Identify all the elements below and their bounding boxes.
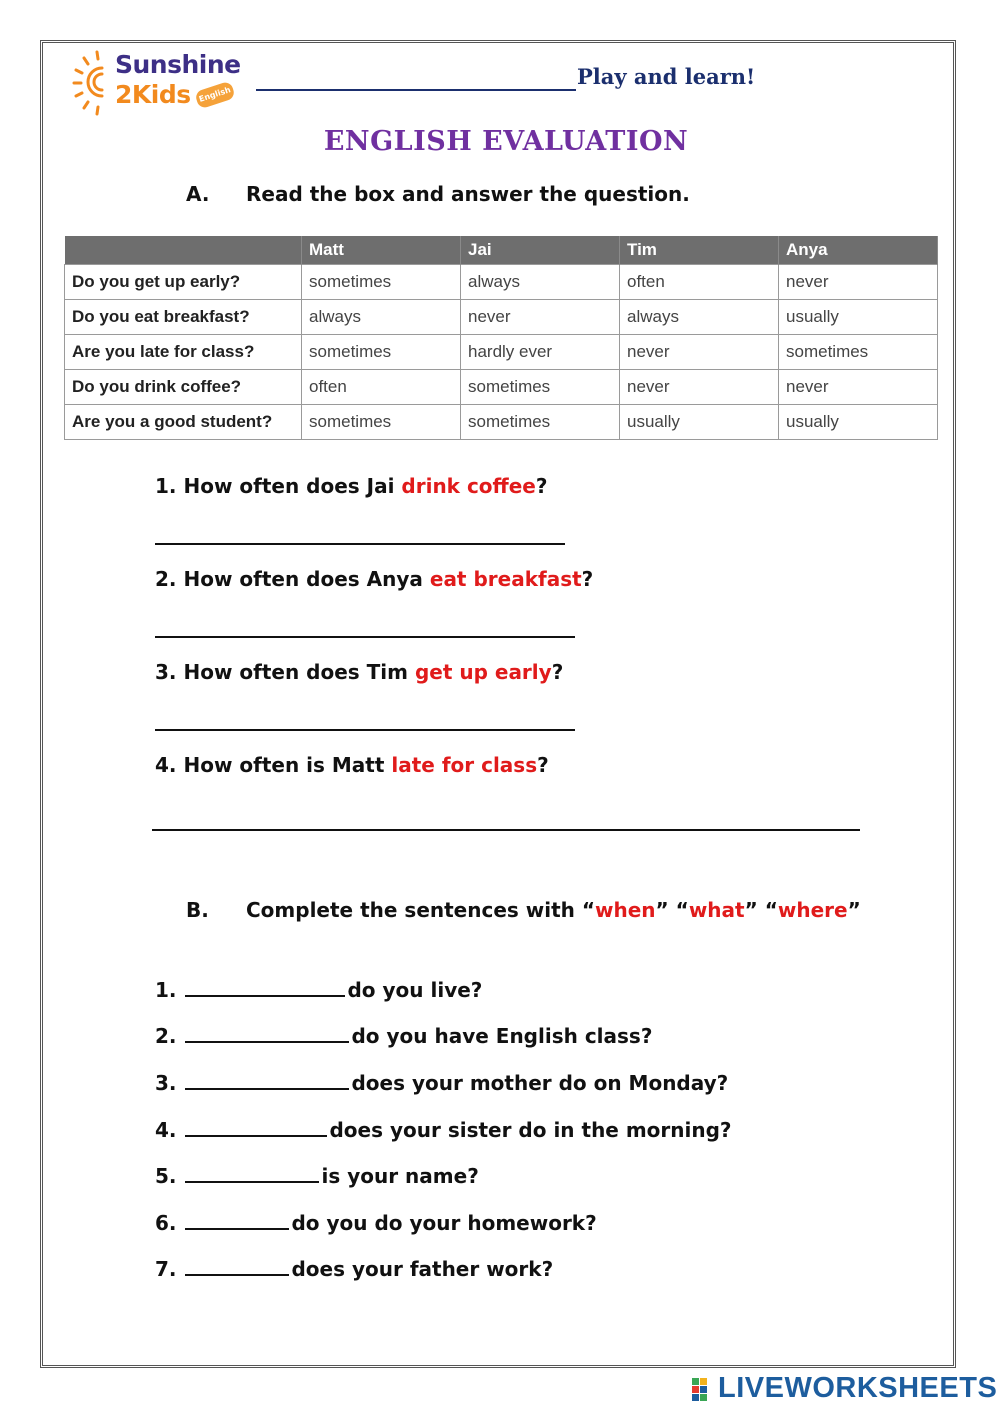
section-a-heading	[186, 182, 690, 206]
table-cell: Are you late for class?	[65, 335, 302, 370]
sentence-5	[155, 1163, 479, 1188]
table-row	[65, 265, 938, 300]
question-text: 3. How often does Tim	[155, 660, 415, 684]
sentence-1	[155, 977, 482, 1002]
table-header	[65, 236, 302, 265]
table-cell: never	[620, 335, 779, 370]
logo-text-2kids: 2Kids	[115, 80, 191, 109]
sentence-number: 2.	[155, 1024, 177, 1048]
section-b-heading	[186, 898, 861, 922]
question-1	[155, 474, 547, 498]
sentence-3	[155, 1070, 728, 1095]
question-2	[155, 567, 593, 591]
table-cell: Do you get up early?	[65, 265, 302, 300]
liveworksheets-logo-icon	[692, 1378, 716, 1402]
table-cell: sometimes	[302, 265, 461, 300]
section-a-text: Read the box and answer the question.	[246, 182, 690, 206]
table-cell: always	[620, 300, 779, 335]
sentence-number: 7.	[155, 1257, 177, 1281]
answer-line-3[interactable]	[155, 729, 575, 731]
answer-line-1[interactable]	[155, 543, 565, 545]
table-cell: sometimes	[461, 370, 620, 405]
logo-text-sunshine: Sunshine	[115, 50, 241, 79]
liveworksheets-brand[interactable]: LIVEWORKSHEETS	[718, 1372, 998, 1404]
table-cell: never	[779, 370, 938, 405]
table-cell: sometimes	[461, 405, 620, 440]
question-text: 4. How often is Matt	[155, 753, 392, 777]
name-line[interactable]	[256, 89, 576, 91]
table-cell: sometimes	[779, 335, 938, 370]
sentence-number: 6.	[155, 1211, 177, 1235]
frequency-table	[64, 236, 938, 440]
question-mark: ?	[537, 753, 549, 777]
table-cell: sometimes	[302, 335, 461, 370]
sentence-2	[155, 1023, 652, 1048]
table-cell: never	[461, 300, 620, 335]
sentence-text: is your name?	[321, 1164, 479, 1188]
table-cell: often	[620, 265, 779, 300]
sentence-number: 5.	[155, 1164, 177, 1188]
sentence-7	[155, 1256, 553, 1281]
blank-input[interactable]	[185, 1163, 319, 1183]
question-mark: ?	[551, 660, 564, 684]
table-cell: sometimes	[302, 405, 461, 440]
sentence-4	[155, 1117, 732, 1142]
table-row	[65, 370, 938, 405]
question-text: 1. How often does Jai	[155, 474, 402, 498]
blank-input[interactable]	[185, 1117, 327, 1137]
sentence-text: do you do your homework?	[291, 1211, 597, 1235]
sentence-text: do you live?	[347, 978, 483, 1002]
sentence-text: does your sister do in the morning?	[329, 1118, 732, 1142]
sentence-number: 4.	[155, 1118, 177, 1142]
table-cell: never	[620, 370, 779, 405]
word-where: where	[777, 898, 848, 922]
table-cell: usually	[779, 405, 938, 440]
answer-line-4[interactable]	[152, 829, 860, 831]
table-cell: Do you eat breakfast?	[65, 300, 302, 335]
question-4	[155, 753, 549, 777]
question-highlight: eat breakfast	[429, 567, 582, 591]
table-cell: usually	[620, 405, 779, 440]
sentence-number: 1.	[155, 978, 177, 1002]
blank-input[interactable]	[185, 1023, 349, 1043]
sentence-6	[155, 1210, 597, 1235]
word-what: what	[688, 898, 745, 922]
question-mark: ?	[581, 567, 594, 591]
sentence-text: does your mother do on Monday?	[351, 1071, 729, 1095]
logo-badge: English	[194, 81, 236, 110]
question-text: 2. How often does Anya	[155, 567, 430, 591]
table-header: Tim	[620, 236, 779, 265]
table-header: Anya	[779, 236, 938, 265]
question-highlight: late for class	[391, 753, 538, 777]
sentence-number: 3.	[155, 1071, 177, 1095]
table-cell: Do you drink coffee?	[65, 370, 302, 405]
table-header: Jai	[461, 236, 620, 265]
sentence-text: does your father work?	[291, 1257, 554, 1281]
section-b-letter: B.	[186, 898, 209, 922]
blank-input[interactable]	[185, 977, 345, 997]
blank-input[interactable]	[185, 1210, 289, 1230]
table-header-row	[65, 236, 938, 265]
table-cell: Are you a good student?	[65, 405, 302, 440]
table-cell: always	[461, 265, 620, 300]
blank-input[interactable]	[185, 1070, 349, 1090]
quote-close: ”	[847, 898, 861, 922]
table-header: Matt	[302, 236, 461, 265]
quote-sep: ” “	[744, 898, 778, 922]
section-a-letter: A.	[186, 182, 210, 206]
table-row	[65, 405, 938, 440]
question-mark: ?	[535, 474, 548, 498]
quote-sep: ” “	[655, 898, 689, 922]
answer-line-2[interactable]	[155, 636, 575, 638]
table-cell: never	[779, 265, 938, 300]
table-cell: always	[302, 300, 461, 335]
table-cell: usually	[779, 300, 938, 335]
table-cell: hardly ever	[461, 335, 620, 370]
page-title: ENGLISH EVALUATION	[323, 126, 689, 157]
tagline: Play and learn!	[577, 64, 756, 89]
table-row	[65, 335, 938, 370]
question-highlight: get up early	[414, 660, 552, 684]
table-row	[65, 300, 938, 335]
blank-input[interactable]	[185, 1256, 289, 1276]
table-cell: often	[302, 370, 461, 405]
sentence-text: do you have English class?	[351, 1024, 653, 1048]
question-3	[155, 660, 563, 684]
word-when: when	[595, 898, 656, 922]
section-b-text: Complete the sentences with “	[246, 898, 596, 922]
question-highlight: drink coffee	[401, 474, 536, 498]
